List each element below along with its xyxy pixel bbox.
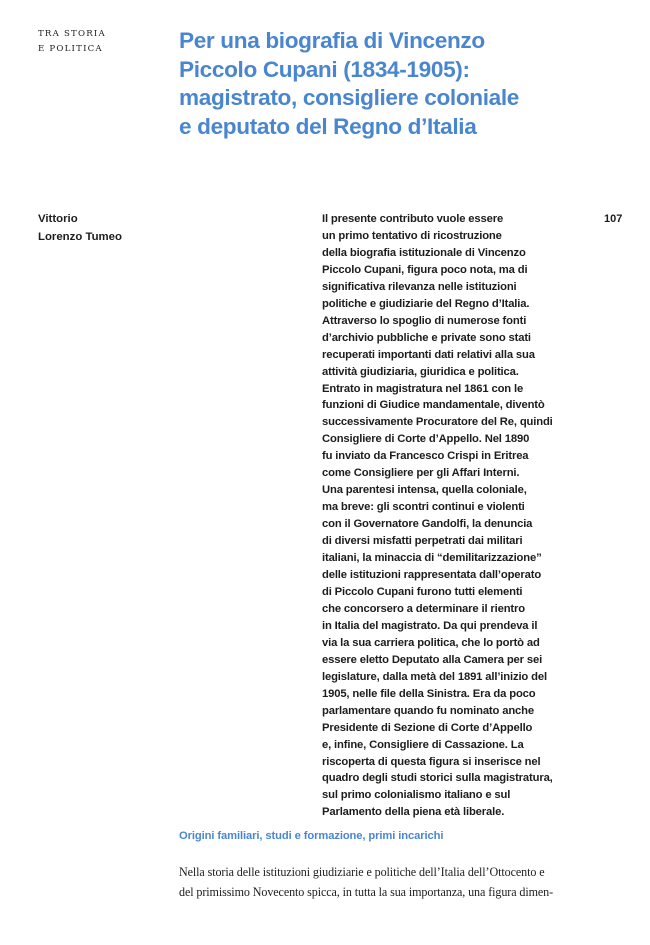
abstract-line: significativa rilevanza nelle istituzioni: [322, 280, 517, 293]
abstract-line: 1905, nelle file della Sinistra. Era da poco: [322, 687, 536, 700]
title-line: e deputato del Regno d’Italia: [179, 113, 477, 139]
abstract-line: italiani, la minaccia di “demilitarizzazione”: [322, 552, 542, 565]
abstract-line: e, infine, Consigliere di Cassazione. La: [322, 738, 524, 751]
section-heading: Origini familiari, studi e formazione, primi incarichi: [179, 830, 444, 842]
abstract-line: funzioni di Giudice mandamentale, diventò: [322, 399, 545, 412]
author-name: [38, 211, 168, 246]
abstract-line: delle istituzioni rappresentata dall’operato: [322, 569, 542, 582]
abstract-line: d’archivio pubbliche e private sono stati: [322, 331, 531, 344]
abstract-line: Consigliere di Corte d’Appello. Nel 1890: [322, 433, 530, 446]
abstract-line: parlamentare quando fu nominato anche: [322, 704, 534, 717]
abstract-line: in Italia del magistrato. Da qui prendeva il: [322, 619, 538, 632]
abstract-line: un primo tentativo di ricostruzione: [322, 229, 502, 242]
body-paragraph: [179, 862, 619, 902]
title-line: Per una biografia di Vincenzo: [179, 28, 485, 53]
abstract-line: fu inviato da Francesco Crispi in Eritrea: [322, 450, 529, 463]
article-title: [179, 27, 619, 141]
section-label-line: TRA STORIA: [38, 29, 106, 39]
abstract-line: successivamente Procuratore del Re, quindi: [322, 416, 553, 429]
page-number: 107: [604, 213, 623, 225]
abstract-line: recuperati importanti dati relativi alla sua: [322, 348, 535, 361]
abstract-line: quadro degli studi storici sulla magistratura,: [322, 772, 553, 785]
abstract-line: Una parentesi intensa, quella coloniale,: [322, 484, 527, 497]
abstract-line: Parlamento della piena età liberale.: [322, 806, 505, 819]
abstract-line: ma breve: gli scontri continui e violenti: [322, 501, 525, 514]
title-line: Piccolo Cupani (1834-1905):: [179, 56, 470, 82]
abstract-line: come Consigliere per gli Affari Interni.: [322, 467, 520, 480]
abstract-line: Attraverso lo spoglio di numerose fonti: [322, 314, 527, 327]
section-label-line: E POLITICA: [38, 44, 103, 54]
abstract-line: di Piccolo Cupani furono tutti elementi: [322, 585, 523, 598]
section-label: [38, 27, 158, 57]
abstract-line: Piccolo Cupani, figura poco nota, ma di: [322, 263, 528, 276]
author-line: Lorenzo Tumeo: [38, 230, 122, 243]
abstract-line: Il presente contributo vuole essere: [322, 213, 504, 225]
body-line: del primissimo Novecento spicca, in tutta la sua importanza, una figura dimen-: [179, 885, 554, 899]
abstract-line: sul primo colonialismo italiano e sul: [322, 789, 511, 802]
body-line: Nella storia delle istituzioni giudiziarie e politiche dell’Italia dell’Ottocento e: [179, 865, 545, 879]
abstract-line: che concorsero a determinare il rientro: [322, 602, 525, 615]
abstract: [322, 211, 592, 821]
abstract-line: politiche e giudiziarie del Regno d’Italia.: [322, 297, 530, 310]
abstract-line: Presidente di Sezione di Corte d’Appello: [322, 721, 533, 734]
abstract-line: legislature, dalla metà del 1891 all’inizio del: [322, 670, 547, 683]
abstract-line: Entrato in magistratura nel 1861 con le: [322, 382, 524, 395]
abstract-line: di diversi misfatti perpetrati dai militari: [322, 535, 523, 548]
abstract-line: con il Governatore Gandolfi, la denuncia: [322, 518, 533, 531]
abstract-line: via la sua carriera politica, che lo portò ad: [322, 636, 540, 649]
title-line: magistrato, consigliere coloniale: [179, 85, 520, 110]
abstract-line: essere eletto Deputato alla Camera per sei: [322, 653, 543, 666]
abstract-line: riscoperta di questa figura si inserisce nel: [322, 755, 541, 768]
abstract-line: attività giudiziaria, giuridica e politica.: [322, 365, 519, 378]
abstract-line: della biografia istituzionale di Vincenzo: [322, 246, 526, 259]
author-line: Vittorio: [38, 213, 78, 225]
